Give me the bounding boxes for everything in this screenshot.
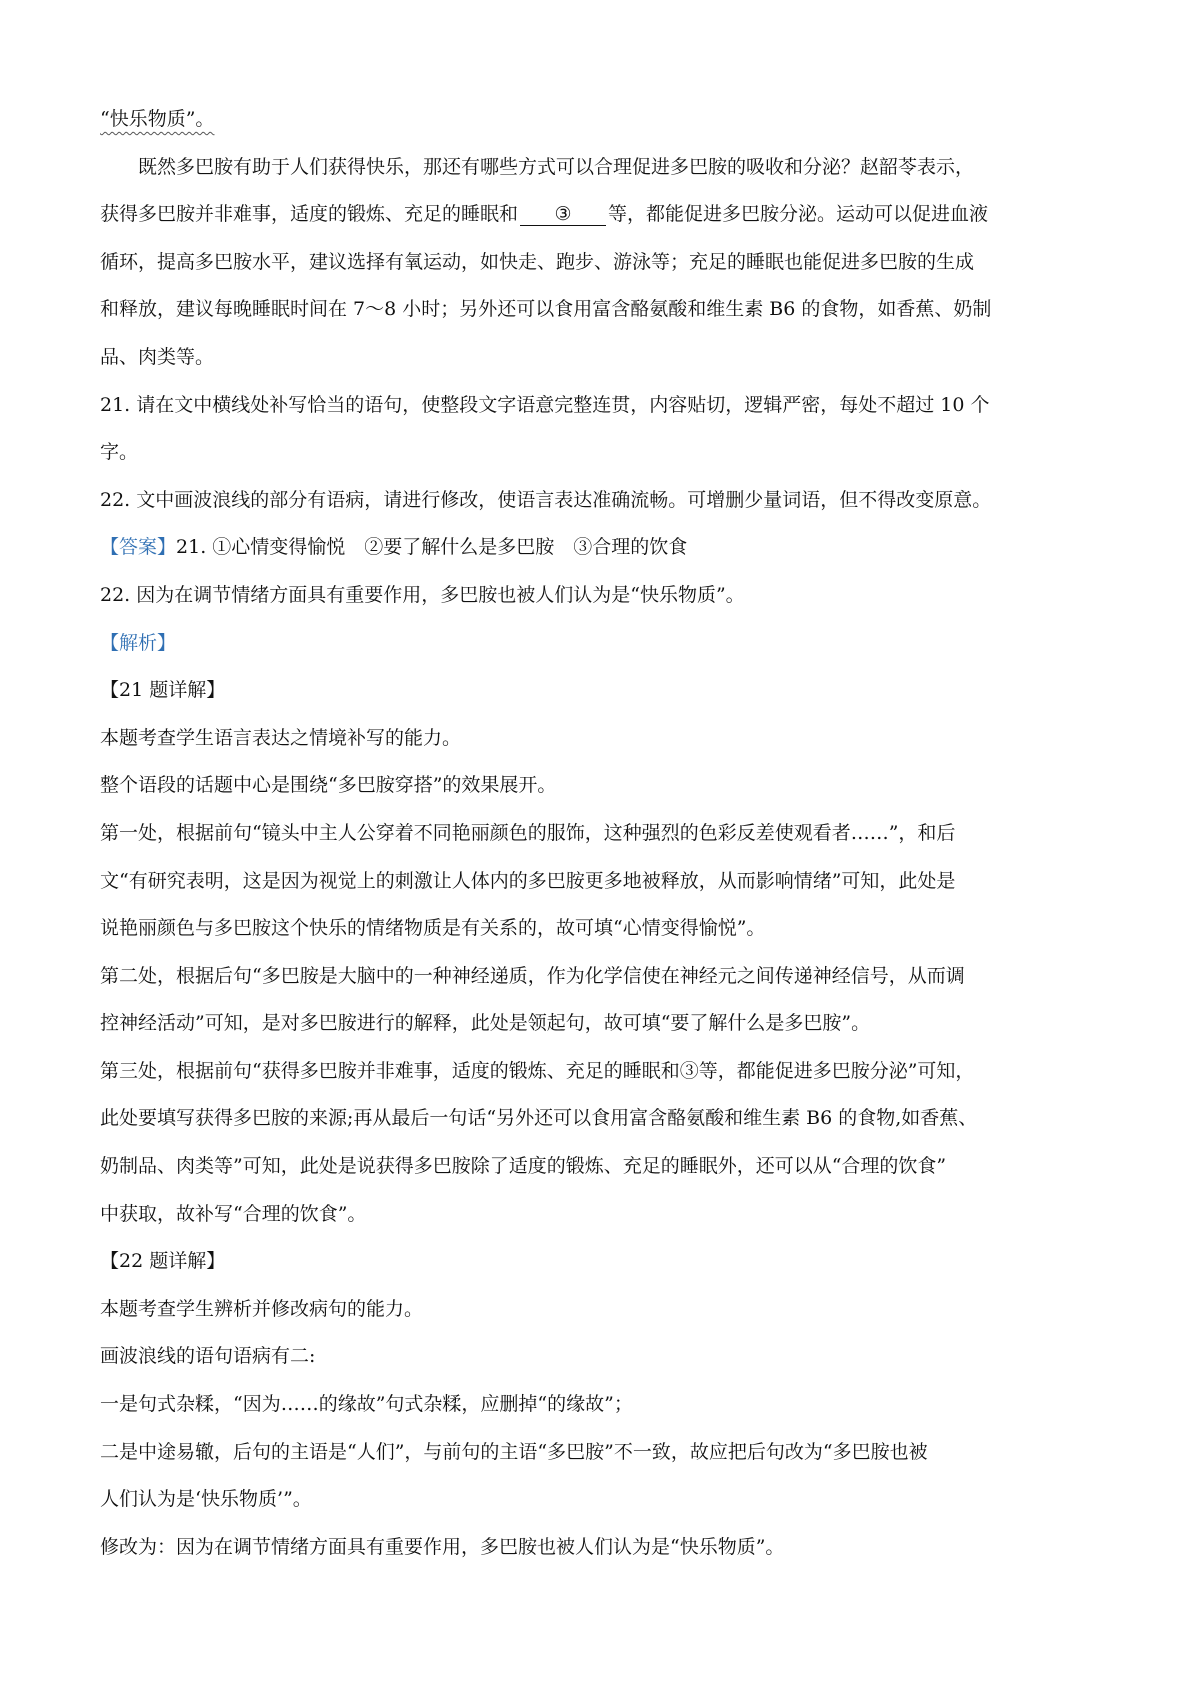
analysis-line: 此处要填写获得多巴胺的来源;再从最后一句话“另外还可以食用富含酪氨酸和维生素 B6 的食物,如香蕉、 — [100, 1107, 978, 1130]
analysis-line: 文“有研究表明，这是因为视觉上的刺激让人体内的多巴胺更多地被释放，从而影响情绪”可知，此处是 — [100, 869, 956, 892]
analysis-line: 整个语段的话题中心是围绕“多巴胺穿搭”的效果展开。 — [100, 774, 557, 797]
analysis-line: 本题考查学生辨析并修改病句的能力。 — [100, 1297, 424, 1320]
analysis-line: 修改为：因为在调节情绪方面具有重要作用，多巴胺也被人们认为是“快乐物质”。 — [100, 1535, 785, 1558]
question-22: 22. 文中画波浪线的部分有语病，请进行修改，使语言表达准确流畅。可增删少量词语，但不得改变原意。 — [100, 488, 992, 511]
analysis-line: 本题考查学生语言表达之情境补写的能力。 — [100, 726, 462, 749]
answer-22: 22. 因为在调节情绪方面具有重要作用，多巴胺也被人们认为是“快乐物质”。 — [100, 583, 745, 606]
analysis-heading-21: 【21 题详解】 — [100, 679, 226, 702]
passage-line-2: 既然多巴胺有助于人们获得快乐，那还有哪些方式可以合理促进多巴胺的吸收和分泌？赵韶苓表示， — [138, 155, 975, 178]
passage-line-5: 和释放，建议每晚睡眠时间在 7～8 小时；另外还可以食用富含酪氨酸和维生素 B6 的食物，如香蕉、奶制 — [100, 298, 992, 321]
analysis-line: 中获取，故补写“合理的饮食”。 — [100, 1202, 367, 1225]
analysis-line: 奶制品、肉类等”可知，此处是说获得多巴胺除了适度的锻炼、充足的睡眠外，还可以从“合理的饮食” — [100, 1155, 947, 1178]
wavy-underlined-text: “快乐物质”。 — [100, 108, 215, 130]
analysis-heading-22: 【22 题详解】 — [100, 1250, 226, 1273]
passage-line-3 — [100, 191, 1100, 239]
passage-line-1 — [100, 96, 1100, 144]
answer-21: 21. ①心情变得愉悦 ②要了解什么是多巴胺 ③合理的饮食 — [176, 536, 688, 559]
question-21: 21. 请在文中横线处补写恰当的语句，使整段文字语意完整连贯，内容贴切，逻辑严密，每处不超过 10 个 — [100, 393, 990, 416]
document-page — [100, 96, 1100, 1571]
passage-line-4: 循环，提高多巴胺水平，建议选择有氧运动，如快走、跑步、游泳等；充足的睡眠也能促进多巴胺的生成 — [100, 250, 975, 273]
analysis-line: 第三处，根据前句“获得多巴胺并非难事，适度的锻炼、充足的睡眠和③等，都能促进多巴胺分泌”可知， — [100, 1059, 975, 1082]
answer-line — [100, 524, 1100, 572]
question-21-cont: 字。 — [100, 441, 139, 464]
fill-blank-3: ③ — [520, 203, 606, 226]
analysis-line: 二是中途易辙，后句的主语是“人们”，与前句的主语“多巴胺”不一致，故应把后句改为“多巴胺也被 — [100, 1440, 928, 1463]
analysis-line: 画波浪线的语句语病有二: — [100, 1345, 316, 1368]
analysis-line: 第一处，根据前句“镜头中主人公穿着不同艳丽颜色的服饰，这种强烈的色彩反差使观看者……”，和后 — [100, 821, 956, 844]
analysis-tag: 【解析】 — [100, 631, 177, 654]
analysis-line: 控神经活动”可知，是对多巴胺进行的解释，此处是领起句，故可填“要了解什么是多巴胺”。 — [100, 1012, 871, 1035]
analysis-line: 第二处，根据后句“多巴胺是大脑中的一种神经递质，作为化学信使在神经元之间传递神经信号，从而调 — [100, 964, 965, 987]
passage-text: 获得多巴胺并非难事，适度的锻炼、充足的睡眠和 — [100, 203, 519, 226]
passage-line-6: 品、肉类等。 — [100, 345, 215, 368]
analysis-line: 人们认为是‘快乐物质’”。 — [100, 1488, 312, 1511]
analysis-line: 说艳丽颜色与多巴胺这个快乐的情绪物质是有关系的，故可填“心情变得愉悦”。 — [100, 917, 766, 940]
passage-text: 等，都能促进多巴胺分泌。运动可以促进血液 — [608, 203, 989, 226]
answer-tag: 【答案】 — [100, 536, 177, 559]
analysis-line: 一是句式杂糅，“因为……的缘故”句式杂糅，应删掉“的缘故”； — [100, 1393, 633, 1416]
